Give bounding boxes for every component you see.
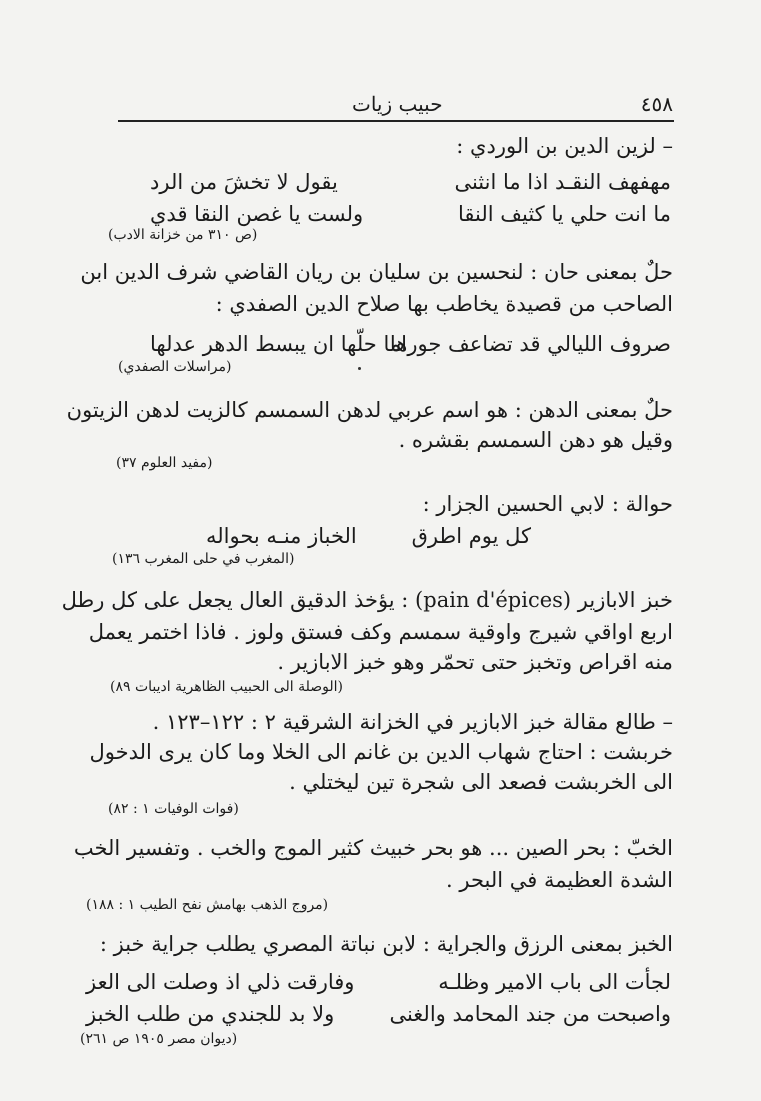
entry-line: حلٌ بمعنى الدهن : هو اسم عربي لدهن السمسم كالزيت لدهن الزيتون: [66, 398, 673, 422]
entry-line: خبز الابازير (pain d'épices) : يؤخذ الدقيق العال يجعل على كل رطل: [61, 588, 673, 612]
source-citation: (الوصلة الى الحبيب الظاهرية اديبات ٨٩): [110, 679, 343, 695]
entry-line: وقيل هو دهن السمسم بقشره .: [398, 428, 673, 452]
entry-line: الى الخربشت فصعد الى شجرة تين ليختلي .: [289, 770, 673, 794]
verse-hemistich-left: الخباز منـه بحواله: [206, 524, 357, 548]
entry-line: الصاحب من قصيدة يخاطب بها صلاح الدين الصفدي :: [215, 292, 673, 316]
entry-line: الخبز بمعنى الرزق والجراية : لابن نباتة المصري يطلب جراية خبز :: [99, 932, 673, 956]
verse-hemistich-left: يقول لا تخشَ من الرد: [150, 170, 338, 194]
verse-hemistich-right: مهفهف النقـد اذا ما انثنى: [454, 170, 671, 194]
ink-speck: [358, 367, 361, 370]
verse-hemistich-left: وفارقت ذلي اذ وصلت الى العز: [86, 970, 355, 994]
verse-hemistich-left: اما حلّها ان يبسط الدهر عدلها: [150, 332, 407, 356]
entry-line: – لزين الدين بن الوردي :: [456, 134, 673, 158]
entry-line: الخبّ : بحر الصين ... هو بحر خبيث كثير الموج والخب . وتفسير الخب: [73, 836, 673, 860]
entry-line: اربع اواقي شيرج واوقية سمسم وكف فستق ولوز . فاذا اختمر يعمل: [88, 620, 673, 644]
running-title: حبيب زيات: [352, 92, 443, 116]
verse-hemistich-right: واصبحت من جند المحامد والغنى: [389, 1002, 671, 1026]
source-citation: (ص ٣١٠ من خزانة الادب): [108, 227, 258, 243]
verse-hemistich-right: صروف الليالي قد تضاعف جورها: [389, 332, 671, 356]
entry-line: خربشت : احتاج شهاب الدين بن غانم الى الخلا وما كان يرى الدخول: [89, 740, 673, 764]
verse-hemistich-right: ما انت حلي يا كثيف النقا: [457, 202, 671, 226]
entry-line: الشدة العظيمة في البحر .: [446, 868, 673, 892]
entry-line: حلٌ بمعنى حان : لنحسين بن سليان بن ريان القاضي شرف الدين ابن: [80, 260, 673, 284]
header-rule: [118, 120, 674, 122]
source-citation: (مفيد العلوم ٣٧): [116, 455, 213, 471]
entry-line: حوالة : لابي الحسين الجزار :: [422, 492, 673, 516]
verse-hemistich-left: ولا بد للجندي من طلب الخبز: [86, 1002, 335, 1026]
source-citation: (مروج الذهب بهامش نفح الطيب ١ : ١٨٨): [86, 897, 329, 913]
verse-hemistich-left: ولست يا غصن النقا قدي: [150, 202, 364, 226]
entry-line: – طالع مقالة خبز الابازير في الخزانة الشرقية ٢ : ١٢٢–١٢٣ .: [152, 710, 673, 734]
verse-hemistich-right: كل يوم اطرق: [411, 524, 531, 548]
source-citation: (المغرب في حلى المغرب ١٣٦): [112, 551, 295, 567]
source-citation: (مراسلات الصفدي): [118, 359, 232, 375]
entry-line: منه اقراص وتخبز حتى تحمّر وهو خبز الابازير .: [277, 650, 673, 674]
verse-hemistich-right: لجأت الى باب الامير وظلـه: [438, 970, 671, 994]
source-citation: (فوات الوفيات ١ : ٨٢): [108, 801, 239, 817]
page-number: ٤٥٨: [640, 92, 673, 116]
source-citation: (ديوان مصر ١٩٠٥ ص ٢٦١): [80, 1031, 238, 1047]
